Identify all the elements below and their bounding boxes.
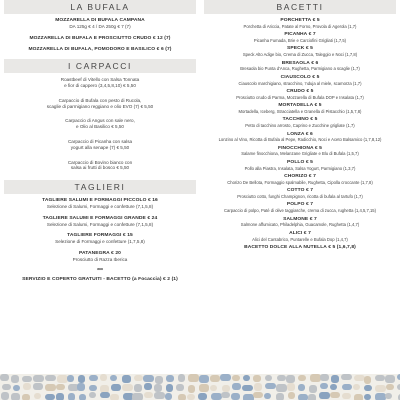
menu-item-name: MOZZARELLA DI BUFALA, POMODORO E BASILICO € 6 (7) [28, 47, 172, 53]
bacetto-name: LONZA € 6 [287, 131, 313, 137]
menu-item-description: Selezione di Salumi, Formaggi e confetture (7,1,5,8) [46, 221, 154, 227]
bacetto-name: POLPO € 7 [286, 202, 314, 208]
bacetto-name: SALMONE € 7 [283, 216, 317, 222]
bacetto-item [204, 245, 396, 251]
section-header-bacetti: BACETTI [204, 0, 396, 14]
service-note: SERVIZIO E COPERTO GRATUITI - BACETTO (a Focaccia) € 2 (1) [22, 276, 178, 282]
mosaic-footer-decoration [0, 374, 400, 400]
mosaic-tile [354, 394, 363, 400]
menu-item-description: DA 125g € 4 / DA 250g € 7 (7) [69, 23, 131, 29]
mosaic-tile [265, 383, 276, 389]
menu-item [4, 18, 196, 30]
bacetto-item [204, 18, 396, 30]
mosaic-tile [277, 375, 286, 381]
mosaic-tile [287, 383, 295, 391]
taglieri-list [4, 198, 196, 262]
mosaic-tile [89, 392, 96, 398]
bacetto-description: Ciauscolo marchigiano, stracchino, 'nduja al miele, scamorza (1,7) [238, 80, 362, 86]
mosaic-tile [221, 392, 230, 398]
bacetto-name: FINOCCHIONA € 5 [278, 145, 322, 151]
mosaic-tile [243, 394, 254, 400]
mosaic-tile [100, 374, 107, 381]
mosaic-tile [308, 394, 316, 400]
mosaic-tile [22, 376, 32, 382]
menu-item-description: Selezione di Salumi, Formaggi e confetture (7,1,5,8) [46, 203, 154, 209]
menu-item-description: salsa ai frutti di bosco € 5,50 [70, 165, 130, 171]
menu-item-description: scaglie di parmigiano reggiano e olio EVO (7) € 5,50 [46, 103, 154, 109]
menu-item [4, 233, 196, 245]
mosaic-tile [320, 383, 328, 389]
mosaic-tile [364, 385, 372, 391]
section-header-carpacci: I CARPACCI [4, 59, 196, 73]
mosaic-tile [134, 375, 143, 381]
bacetto-name: COTTO € 7 [286, 188, 314, 194]
bacetto-name: PICANHA € 7 [284, 32, 316, 38]
mosaic-tile [23, 383, 31, 390]
mosaic-tile [341, 374, 352, 380]
bacetto-item [204, 117, 396, 129]
separator: *** [97, 267, 103, 274]
mosaic-tile [188, 385, 195, 393]
bacetto-description: Bresaola bio Punta d'Anca, Rughetta, Parmigiano a scaglie (1,7) [240, 66, 360, 72]
right-column [204, 0, 396, 253]
menu-item-name: TAGLIERE FORMAGGI € 15 [67, 233, 133, 239]
mosaic-tile [385, 375, 395, 383]
bacetto-description: Salmone affumicato, Philadelphia, Guacamole, Rughetta (1,4,7) [240, 222, 360, 228]
menu-item-name: Carpaccio di Picanha con salsa [67, 138, 133, 144]
mosaic-tile [0, 374, 9, 381]
mosaic-tile [364, 376, 371, 384]
bacetto-item [204, 160, 396, 172]
mosaic-tile [110, 394, 119, 400]
mosaic-tile [89, 375, 98, 381]
bacetto-item [204, 132, 396, 144]
mosaic-tile [176, 384, 184, 391]
bacetto-item [204, 217, 396, 229]
mosaic-tile [385, 393, 392, 399]
mosaic-tile [134, 384, 142, 392]
menu-item-name: PATANEGRA € 20 [79, 250, 121, 256]
mosaic-tile [77, 383, 85, 391]
menu-item-name: Roastbeef di Vitello con Salsa Tonnata [60, 77, 140, 83]
menu-item [4, 160, 196, 172]
mosaic-tile [253, 375, 261, 382]
mosaic-tile [265, 375, 272, 381]
mosaic-tile [298, 394, 308, 400]
mosaic-tile [210, 385, 217, 391]
menu-item [4, 36, 196, 42]
mosaic-tile [45, 384, 56, 391]
mosaic-tile [320, 374, 329, 381]
bacetto-item [204, 32, 396, 44]
mosaic-tile [154, 384, 162, 392]
bacetto-item [204, 231, 396, 243]
menu-item-name: TAGLIERE SALUMI E FORMAGGI GRANDE € 24 [42, 215, 158, 221]
mosaic-tile [166, 384, 173, 392]
mosaic-tile [144, 383, 152, 390]
mosaic-tile [298, 384, 305, 391]
menu-item-name: MOZZARELLA DI BUFALA E PROSCIUTTO CRUDO € 12 (7) [29, 35, 171, 41]
mosaic-tile [254, 383, 262, 391]
mosaic-tile [13, 385, 20, 391]
menu-item [4, 118, 196, 130]
bacetto-description: Mortadella, Iceberg, Stracciatella e Granella di Pistacchio (1,5,7,8) [238, 108, 362, 114]
mosaic-tile [199, 375, 209, 383]
bacetto-item [204, 46, 396, 58]
mosaic-tile [11, 393, 20, 400]
mosaic-tile [298, 375, 306, 381]
bacetto-name: CIAUSCOLO € 5 [280, 74, 320, 80]
bacetto-description: Porchetta di Ariccia, Patate al Forno, Provola di Agerola (1,7) [243, 23, 357, 29]
mosaic-tile [199, 384, 209, 392]
mosaic-tile [11, 375, 19, 383]
mosaic-tile [143, 375, 154, 382]
mosaic-tile [375, 385, 386, 392]
bacetto-item [204, 146, 396, 158]
carpacci-list [4, 77, 196, 171]
mosaic-tile [122, 375, 131, 383]
section-header-taglieri: TAGLIERI [4, 180, 196, 194]
bacetto-description: Alici del Cantabrico, Puntarelle e Bufala Dop (1,4,7) [252, 236, 348, 242]
mosaic-tile [188, 374, 199, 382]
mosaic-tile [286, 375, 295, 383]
mosaic-tile [220, 374, 231, 381]
menu-item-name: Carpaccio di Angus con sale nero, [65, 118, 135, 124]
bufala-list [4, 18, 196, 53]
mosaic-tile [166, 375, 174, 382]
mosaic-tile [276, 393, 284, 400]
menu-item-name: Carpaccio di Bovino bianco con [67, 159, 133, 165]
bacetto-name: MORTADELLA € 5 [278, 103, 322, 109]
bacetto-item [204, 202, 396, 214]
mosaic-tile [132, 393, 143, 400]
mosaic-tile [45, 375, 56, 381]
mosaic-tile [231, 393, 240, 400]
bacetto-description: Carpaccio di polpo, Paté di olive taggiasche, crema di zucca, rughetta (1,4,5,7,15) [224, 208, 376, 214]
bacetto-description: Pollo alla Piastra, Insalata, Salsa Yogurt, Parmigiano (1,3,7) [244, 165, 356, 171]
bacetto-item [204, 103, 396, 115]
menu-item-name: TAGLIERE SALUMI E FORMAGGI PICCOLO € 16 [42, 198, 158, 204]
mosaic-tile [57, 375, 68, 383]
mosaic-tile [165, 393, 172, 400]
menu-item [4, 216, 196, 228]
bacetto-item [204, 61, 396, 73]
mosaic-tile [122, 384, 133, 391]
mosaic-tile [155, 376, 163, 384]
mosaic-tile [1, 392, 9, 400]
mosaic-tile [144, 392, 153, 398]
mosaic-tile [34, 393, 41, 399]
bacetto-name: CHORIZO € 7 [284, 174, 316, 180]
mosaic-tile [33, 383, 43, 390]
bacetto-name: POLLO € 5 [287, 159, 313, 165]
mosaic-tile [276, 384, 287, 392]
menu-item [4, 139, 196, 151]
bacetto-description: Picanha Fumada, Brie e Carciofini Grigliati (1,7,5) [253, 37, 347, 43]
bacetti-list [204, 18, 396, 251]
menu-item [4, 77, 196, 89]
mosaic-tile [56, 393, 64, 400]
bacetto-description: Chorizo De Bellota, Formaggio spalmabile, Rughetta, Cipolla croccante (1,7,8) [227, 179, 373, 185]
mosaic-tile [342, 393, 351, 399]
mosaic-tile [79, 394, 86, 400]
bacetto-item [204, 174, 396, 186]
mosaic-tile [178, 374, 185, 382]
bacetto-description: Prosciutto crudo di Parma, Mozzarella di Bufala DOP e Insalata (1,7) [236, 94, 364, 100]
menu-item-description: Selezione di Formaggi e confetture (1,7,5,8) [55, 239, 145, 245]
bacetto-name: BRESAOLA € 6 [281, 60, 319, 66]
menu-item [4, 98, 196, 110]
mosaic-tile [232, 383, 241, 390]
mosaic-tile [319, 392, 330, 399]
mosaic-tile [264, 393, 271, 399]
menu-item-description: e fior di cappero (3,4,5,8,10) € 5,50 [64, 82, 136, 88]
mosaic-tile [110, 375, 117, 381]
bacetto-name: CRUDO € 5 [286, 88, 314, 94]
mosaic-tile [353, 384, 360, 390]
bacetto-item [204, 188, 396, 200]
section-header-bufala: LA BUFALA [4, 0, 196, 14]
mosaic-tile [33, 375, 44, 382]
mosaic-tile [111, 384, 121, 391]
menu-item [4, 47, 196, 53]
mosaic-tile [222, 385, 230, 392]
mosaic-tile [243, 375, 250, 381]
mosaic-tile [2, 384, 11, 390]
mosaic-tile [331, 375, 339, 383]
mosaic-tile [253, 392, 263, 398]
mosaic-tile [364, 394, 371, 400]
bacetto-name: ALICI € 7 [289, 230, 311, 236]
mosaic-tile [22, 394, 30, 400]
bacetto-description: Speck Alto Adige bio, Crema di Zucca, Taleggio e Noci (1,7,8) [242, 52, 358, 58]
bacetto-name: TACCHINO € 5 [282, 117, 318, 123]
menu-item [4, 251, 196, 263]
menu-item-description: e Olio al Basilico € 5,50 [75, 124, 124, 130]
bacetto-description: Lonzino al Vino, Ricotta di Bufala al Pepe, Radicchio, Noci e Aceto Balsamico (1,7,8,12) [218, 137, 382, 143]
mosaic-tile [56, 384, 65, 390]
mosaic-tile [178, 394, 186, 400]
bacetto-description: Petto di tacchino arrosto, Caprino e Zucchine grigliate (1,7) [245, 123, 355, 129]
mosaic-tile [309, 385, 317, 393]
mosaic-tile [154, 392, 165, 399]
bacetto-name: SPECK € 5 [287, 46, 313, 52]
bacetto-description: Prosciutto cotto, funghi Champignon, ricotta di bufala al tartufo (1,7) [237, 194, 363, 200]
mosaic-tile [310, 374, 321, 382]
mosaic-tile [100, 392, 110, 398]
mosaic-tile [89, 385, 97, 391]
menu-item-name: Carpaccio di Bufala con pesto di Rucola, [58, 97, 142, 103]
mosaic-tile [242, 385, 253, 391]
left-column [4, 0, 196, 286]
menu-item-name: MOZZARELLA DI BUFALA CAMPANA [55, 18, 145, 23]
mosaic-tile [342, 384, 352, 390]
bacetto-description: Salame finocchiona, Melanzane Grigliate e Blu di Bufala (1,5,7) [241, 151, 359, 157]
bacetto-name: PORCHETTA € 5 [280, 18, 320, 23]
mosaic-tile [375, 375, 385, 381]
menu-item-description: yogurt alla senape (7) € 5,50 [70, 144, 130, 150]
mosaic-tile [210, 375, 220, 382]
menu-item [4, 198, 196, 210]
mosaic-tile [198, 393, 207, 400]
mosaic-tile [68, 393, 75, 400]
mosaic-tile [187, 394, 195, 400]
mosaic-tile [45, 394, 55, 400]
mosaic-tile [288, 392, 295, 399]
bacetto-item [204, 89, 396, 101]
mosaic-tile [386, 384, 394, 390]
mosaic-tile [330, 384, 337, 390]
mosaic-tile [330, 392, 340, 398]
bacetto-name: BACETTO DOLCE ALLA NUTELLA € 5 (1,6,7,8) [244, 245, 356, 250]
bacetto-item [204, 75, 396, 87]
menu-item-description: Prosciutto di Razza Iberica [72, 256, 128, 262]
mosaic-tile [232, 375, 240, 381]
mosaic-tile [67, 375, 74, 382]
